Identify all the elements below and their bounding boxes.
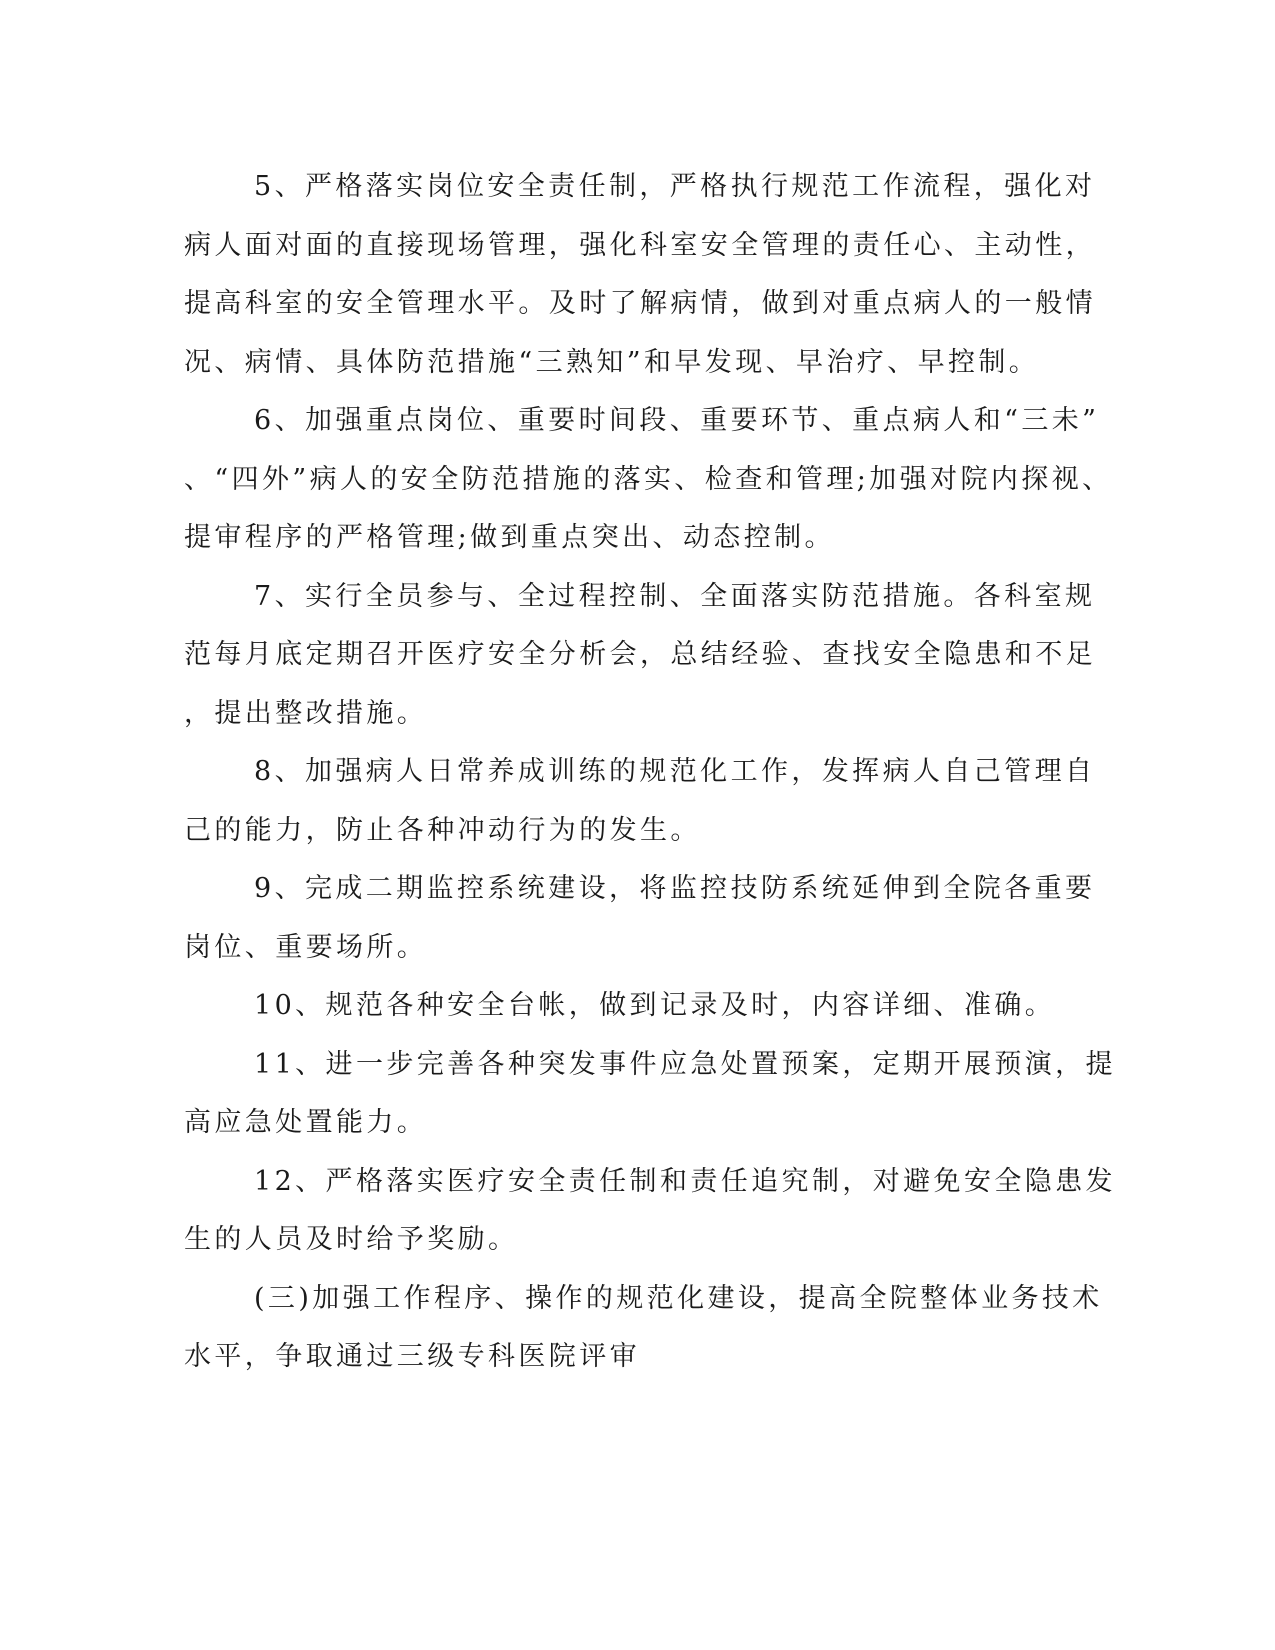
paragraph-9-line-2: 岗位、重要场所。	[184, 931, 428, 963]
paragraph-7-line-3: ，提出整改措施。	[184, 697, 428, 729]
document-body	[184, 158, 1116, 1387]
paragraph-8-line-2: 己的能力，防止各种冲动行为的发生。	[184, 814, 701, 846]
paragraph-5-line-3: 提高科室的安全管理水平。及时了解病情，做到对重点病人的一般情	[184, 288, 1096, 319]
paragraph-6-line-2: 、“四外”病人的安全防范措施的落实、检查和管理;加强对院内探视、	[184, 463, 1113, 495]
paragraph-11-line-2: 高应急处置能力。	[184, 1107, 428, 1138]
section-3-heading-line-2: 水平，争取通过三级专科医院评审	[184, 1341, 640, 1372]
paragraph-5-line-2: 病人面对面的直接现场管理，强化科室安全管理的责任心、主动性，	[184, 229, 1096, 261]
paragraph-6-line-1: 6、加强重点岗位、重要时间段、重要环节、重点病人和“三未”	[254, 405, 1100, 436]
paragraph-8-line-1: 8、加强病人日常养成训练的规范化工作，发挥病人自己管理自	[254, 756, 1096, 787]
paragraph-10-line-1: 10、规范各种安全台帐，做到记录及时，内容详细、准确。	[254, 990, 1056, 1021]
paragraph-6-line-3: 提审程序的严格管理;做到重点突出、动态控制。	[184, 522, 835, 553]
paragraph-9-line-1: 9、完成二期监控系统建设，将监控技防系统延伸到全院各重要	[254, 873, 1096, 904]
paragraph-5-line-1: 5、严格落实岗位安全责任制，严格执行规范工作流程，强化对	[254, 171, 1096, 202]
paragraph-12-line-2: 生的人员及时给予奖励。	[184, 1224, 519, 1255]
paragraph-7-line-2: 范每月底定期召开医疗安全分析会，总结经验、查找安全隐患和不足	[184, 639, 1096, 670]
paragraph-12-line-1: 12、严格落实医疗安全责任制和责任追究制，对避免安全隐患发	[254, 1165, 1116, 1197]
paragraph-5-line-4: 况、病情、具体防范措施“三熟知”和早发现、早治疗、早控制。	[184, 346, 1040, 378]
paragraph-7-line-1: 7、实行全员参与、全过程控制、全面落实防范措施。各科室规	[254, 580, 1096, 612]
section-3-heading-line-1: (三)加强工作程序、操作的规范化建设，提高全院整体业务技术	[254, 1282, 1103, 1314]
paragraph-11-line-1: 11、进一步完善各种突发事件应急处置预案，定期开展预演，提	[254, 1048, 1116, 1080]
